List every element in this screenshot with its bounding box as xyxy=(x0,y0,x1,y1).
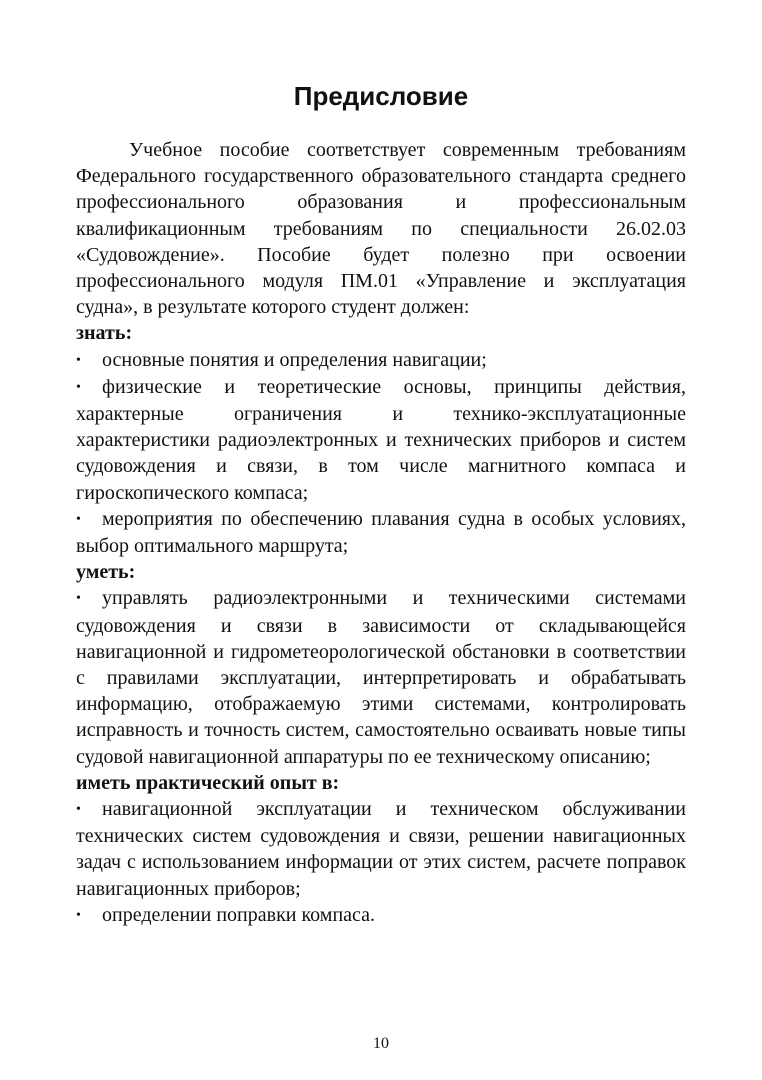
list-item xyxy=(76,796,686,902)
page-number: 10 xyxy=(373,1035,389,1052)
section-heading-experience: иметь практический опыт в: xyxy=(76,771,340,794)
list-item-text: физические и теоретические основы, принципы действия, характерные ограничения и технико-эксплуатационные характеристики радиоэлектронных и технических приборов и систем судовождения и связи, в том числе магнитного компаса и гироскопического компаса; xyxy=(76,375,686,504)
page-title: Предисловие xyxy=(293,81,469,111)
section-heading-be-able: уметь: xyxy=(76,561,136,584)
list-item-text: мероприятия по обеспечению плавания судна в особых условиях, выбор оптимального маршрута; xyxy=(76,507,686,558)
list-item xyxy=(76,374,686,506)
list-item xyxy=(76,347,686,374)
list-item xyxy=(76,585,686,769)
section-heading-know: знать: xyxy=(76,322,133,345)
list-item xyxy=(76,506,686,559)
bullet-icon: • xyxy=(76,802,81,818)
list-item-text: навигационной эксплуатации и техническом обслуживании технических систем судовождения и связи, решении навигационных задач с использованием информации от этих систем, расчете поправок навигационных приборов; xyxy=(76,798,686,900)
list-item-text: основные понятия и определения навигации; xyxy=(102,348,487,371)
bullet-icon: • xyxy=(76,352,81,368)
intro-paragraph: Учебное пособие соответствует современным требованиям Федерального государственного образовательного стандарта среднего профессионального образования и профессиональным квалификационным требованиям по специальности 26.02.03 «Судовождение». Пособие будет полезно при освоении профессионального модуля ПМ.01 «Управление и эксплуатация судна», в результате которого студент должен: xyxy=(76,139,686,319)
body-text xyxy=(76,137,686,929)
bullet-icon: • xyxy=(76,379,81,395)
bullet-icon: • xyxy=(76,591,81,607)
bullet-icon: • xyxy=(76,511,81,527)
list-item xyxy=(76,902,686,929)
list-item-text: определении поправки компаса. xyxy=(102,903,376,926)
list-item-text: управлять радиоэлектронными и техническими системами судовождения и связи в зависимости от складывающейся навигационной и гидрометеорологической обстановки в соответствии с правилами эксплуатации, интерпретировать и обрабатывать информацию, отображаемую этими системами, контролировать исправность и точность систем, самостоятельно осваивать новые типы судовой навигационной аппаратуры по ее техническому описанию; xyxy=(76,587,686,768)
bullet-icon: • xyxy=(76,907,81,923)
